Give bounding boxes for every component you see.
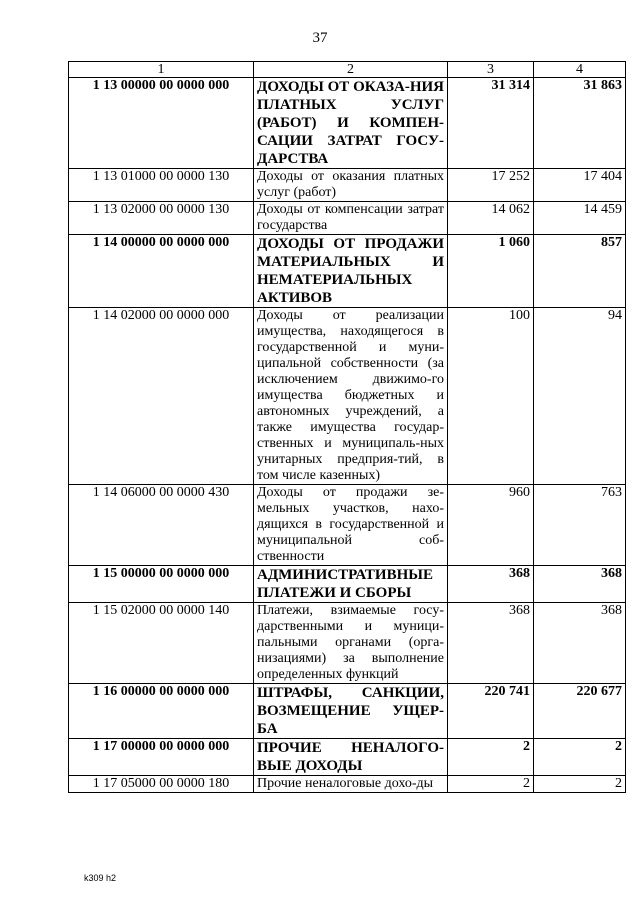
row-value-col3: 2	[448, 739, 534, 776]
table-row	[69, 78, 626, 169]
column-header-4: 4	[534, 62, 626, 78]
row-value-col4: 2	[534, 776, 626, 793]
row-name: Платежи, взимаемые госу-дарственными и муници-пальными органами (орга-низациями) за выполнение определенных функций	[254, 603, 448, 684]
row-value-col3: 368	[448, 566, 534, 603]
row-name: Доходы от продажи зе-мельных участков, нахо-дящихся в государственной и муниципальной соб-ственности	[254, 485, 448, 566]
footer-code: k309 h2	[84, 873, 117, 883]
row-value-col4: 368	[534, 603, 626, 684]
row-value-col3: 1 060	[448, 235, 534, 308]
row-code: 1 13 01000 00 0000 130	[69, 169, 254, 202]
row-name: ШТРАФЫ, САНКЦИИ, ВОЗМЕЩЕНИЕ УЩЕР-БА	[254, 684, 448, 739]
page-number: 37	[312, 30, 328, 46]
row-value-col4: 368	[534, 566, 626, 603]
row-value-col3: 17 252	[448, 169, 534, 202]
row-value-col3: 960	[448, 485, 534, 566]
row-value-col4: 31 863	[534, 78, 626, 169]
table-row	[69, 566, 626, 603]
row-name: ДОХОДЫ ОТ ОКАЗА-НИЯ ПЛАТНЫХ УСЛУГ (РАБОТ) И КОМПЕН-САЦИИ ЗАТРАТ ГОСУ-ДАРСТВА	[254, 78, 448, 169]
row-name: ДОХОДЫ ОТ ПРОДАЖИ МАТЕРИАЛЬНЫХ И НЕМАТЕРИАЛЬНЫХ АКТИВОВ	[254, 235, 448, 308]
row-code: 1 14 00000 00 0000 000	[69, 235, 254, 308]
row-code: 1 15 02000 00 0000 140	[69, 603, 254, 684]
row-value-col4: 2	[534, 739, 626, 776]
table-row	[69, 776, 626, 793]
row-code: 1 17 00000 00 0000 000	[69, 739, 254, 776]
row-value-col3: 31 314	[448, 78, 534, 169]
row-name: ПРОЧИЕ НЕНАЛОГО-ВЫЕ ДОХОДЫ	[254, 739, 448, 776]
row-value-col3: 368	[448, 603, 534, 684]
row-name: Доходы от компенсации затрат государства	[254, 202, 448, 235]
row-value-col3: 220 741	[448, 684, 534, 739]
row-value-col3: 2	[448, 776, 534, 793]
table-row	[69, 202, 626, 235]
row-value-col3: 14 062	[448, 202, 534, 235]
table-row	[69, 308, 626, 485]
table-row	[69, 603, 626, 684]
row-name: Прочие неналоговые дохо-ды	[254, 776, 448, 793]
row-code: 1 13 00000 00 0000 000	[69, 78, 254, 169]
row-code: 1 14 02000 00 0000 000	[69, 308, 254, 485]
row-value-col4: 94	[534, 308, 626, 485]
table-row	[69, 235, 626, 308]
row-code: 1 17 05000 00 0000 180	[69, 776, 254, 793]
column-header-2: 2	[254, 62, 448, 78]
table-row	[69, 739, 626, 776]
row-value-col4: 17 404	[534, 169, 626, 202]
table-row	[69, 485, 626, 566]
row-value-col4: 220 677	[534, 684, 626, 739]
revenue-table	[68, 61, 626, 793]
table-header-row	[69, 62, 626, 78]
row-name: Доходы от реализации имущества, находящегося в государственной и муни-ципальной собственности (за исключением движимо-го имущества бюджетных и автономных учреждений, а также имущества государ-ственных и муниципаль-ных унитарных предприя-тий, в том числе казенных)	[254, 308, 448, 485]
row-code: 1 16 00000 00 0000 000	[69, 684, 254, 739]
row-value-col3: 100	[448, 308, 534, 485]
table-row	[69, 169, 626, 202]
row-name: Доходы от оказания платных услуг (работ)	[254, 169, 448, 202]
column-header-3: 3	[448, 62, 534, 78]
row-code: 1 15 00000 00 0000 000	[69, 566, 254, 603]
row-value-col4: 14 459	[534, 202, 626, 235]
row-code: 1 14 06000 00 0000 430	[69, 485, 254, 566]
row-code: 1 13 02000 00 0000 130	[69, 202, 254, 235]
row-value-col4: 763	[534, 485, 626, 566]
row-value-col4: 857	[534, 235, 626, 308]
row-name: АДМИНИСТРАТИВНЫЕ ПЛАТЕЖИ И СБОРЫ	[254, 566, 448, 603]
table-row	[69, 684, 626, 739]
column-header-1: 1	[69, 62, 254, 78]
